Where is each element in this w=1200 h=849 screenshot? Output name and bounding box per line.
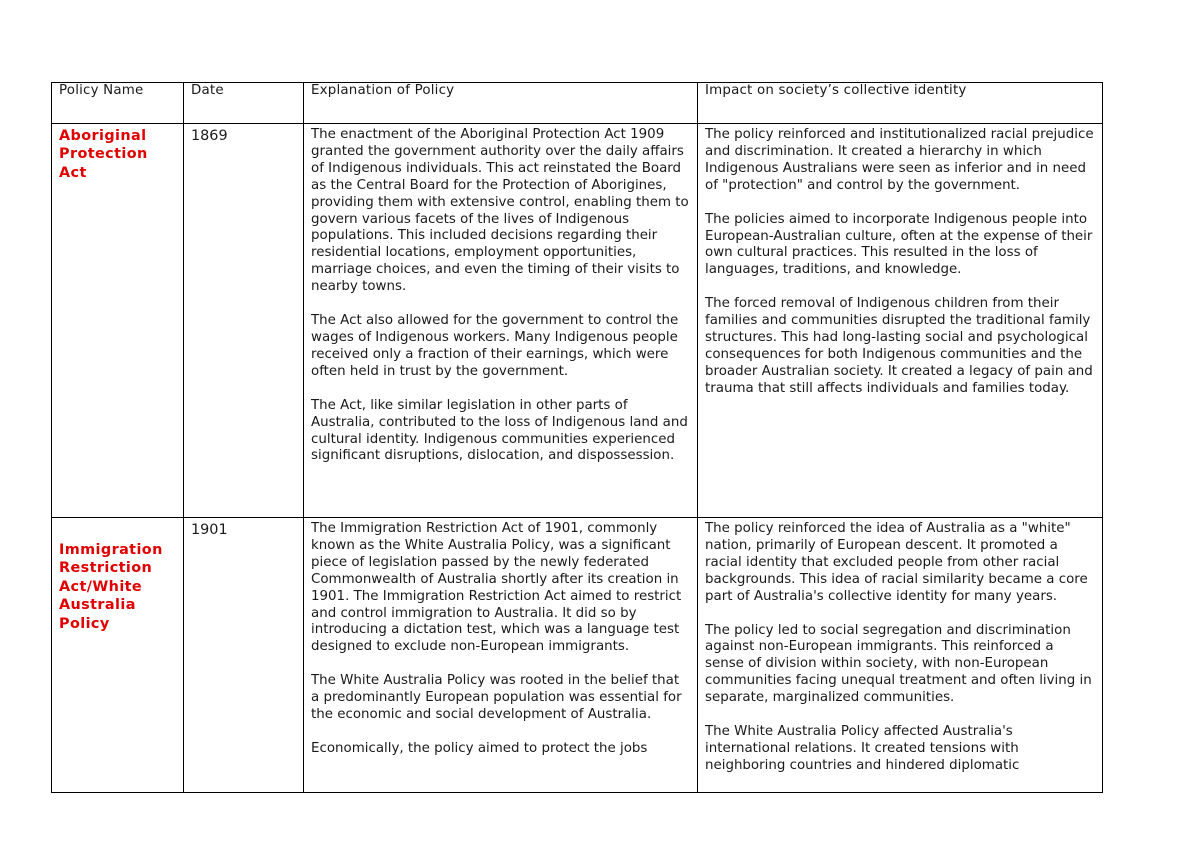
- policy-name-cell: [52, 124, 184, 518]
- explanation-paragraph: Economically, the policy aimed to protect the jobs: [311, 740, 648, 756]
- impact-paragraph: The White Australia Policy affected Australia's international relations. It created tensions with neighboring countries and hindered diplomatic: [705, 724, 1020, 773]
- explanation-paragraph: The White Australia Policy was rooted in the belief that a predominantly European population was essential for the economic and social development of Australia.: [311, 673, 682, 723]
- impact-content: [705, 521, 1095, 789]
- table-row: [52, 124, 1103, 518]
- impact-paragraph: The policy reinforced and institutionalized racial prejudice and discrimination. It created a hierarchy in which Indigenous Australians were seen as inferior and in need of "protection" and control by the government.: [705, 127, 1094, 193]
- explanation-cell: [304, 518, 698, 793]
- table-header-row: [52, 83, 1103, 124]
- header-policy-name: Policy Name: [52, 83, 184, 124]
- explanation-paragraph: The Act also allowed for the government to control the wages of Indigenous workers. Many Indigenous people received only a fraction of their earnings, which were often held in trust by the government.: [311, 313, 679, 379]
- explanation-paragraph: The Act, like similar legislation in other parts of Australia, contributed to the loss of Indigenous land and cultural identity. Indigenous communities experienced significant disruptions, dislocation, and dispossession.: [311, 397, 688, 464]
- impact-cell: [698, 518, 1103, 793]
- explanation-cell: [304, 124, 698, 518]
- explanation-paragraph: The Immigration Restriction Act of 1901, commonly known as the White Australia Policy, was a significant piece of legislation passed by the newly federated Commonwealth of Australia shortly after its creation in 1901. The Immigration Restriction Act aimed to restrict and control immigration to Australia. It did so by introducing a dictation test, which was a language test designed to exclude non-European immigrants.: [311, 521, 682, 655]
- impact-paragraph: The policy led to social segregation and discrimination against non-European immigrants. This reinforced a sense of division within society, with non-European communities facing unequal treatment and often living in separate, marginalized communities.: [705, 622, 1092, 706]
- impact-paragraph: The policies aimed to incorporate Indigenous people into European-Australian culture, often at the expense of their own cultural practices. This resulted in the loss of languages, traditions, and knowledge.: [705, 211, 1093, 278]
- policy-name: Immigration Restriction Act/White Australia Policy: [59, 542, 163, 632]
- explanation-paragraph: The enactment of the Aboriginal Protection Act 1909 granted the government authority over the daily affairs of Indigenous individuals. This act reinstated the Board as the Central Board for the Protection of Aborigines, providing them with extensive control, enabling them to govern various facets of the lives of Indigenous populations. This included decisions regarding their residential locations, employment opportunities, marriage choices, and even the timing of their visits to nearby towns.: [311, 127, 689, 295]
- policy-name-cell: [52, 518, 184, 793]
- policy-name: Aboriginal Protection Act: [59, 128, 148, 181]
- policy-date: 1901: [191, 522, 228, 538]
- explanation-content: [311, 521, 690, 789]
- header-explanation: Explanation of Policy: [304, 83, 698, 124]
- policy-date: 1869: [191, 128, 228, 144]
- impact-cell: [698, 124, 1103, 518]
- table-row: [52, 518, 1103, 793]
- date-cell: [184, 518, 304, 793]
- impact-paragraph: The policy reinforced the idea of Australia as a "white" nation, primarily of European descent. It promoted a racial identity that excluded people from other racial backgrounds. This idea of racial similarity became a core part of Australia's collective identity for many years.: [705, 521, 1088, 604]
- header-impact: Impact on society’s collective identity: [698, 83, 1103, 124]
- impact-paragraph: The forced removal of Indigenous children from their families and communities disrupted the traditional family structures. This had long-lasting social and psychological consequences for both Indigenous communities and the broader Australian society. It created a legacy of pain and trauma that still affects individuals and families today.: [705, 296, 1093, 396]
- date-cell: [184, 124, 304, 518]
- header-date: Date: [184, 83, 304, 124]
- policy-table: [51, 82, 1103, 793]
